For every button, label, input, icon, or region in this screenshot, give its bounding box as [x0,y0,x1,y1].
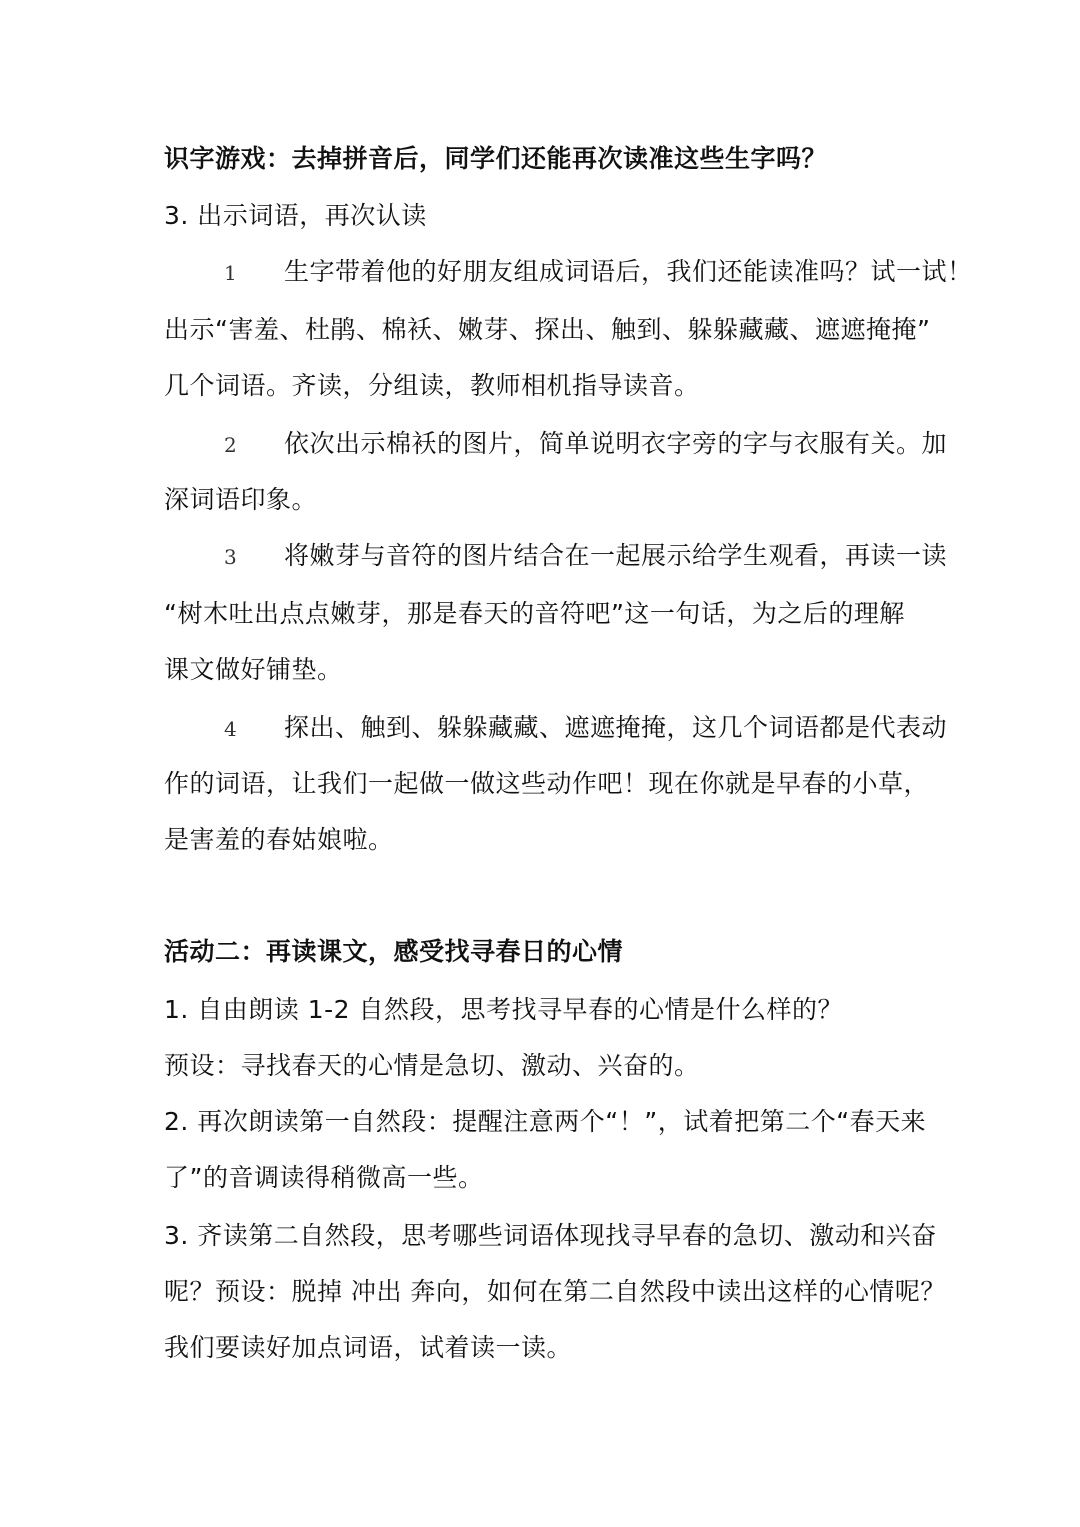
item-4-line-3: 是害羞的春姑娘啦。 [164,825,394,854]
item-3-line-1 [224,539,947,574]
item-3-line-2: “树木吐出点点嫩芽，那是春天的音符吧”这一句话，为之后的理解 [164,599,905,628]
item-1-line-2: 出示“害羞、杜鹃、棉袄、嫩芽、探出、触到、躲躲藏藏、遮遮掩掩” [164,315,931,344]
section2-line-6: 呢？预设：脱掉 冲出 奔向，如何在第二自然段中读出这样的心情呢？ [164,1277,946,1306]
step3-title: 3. 出示词语，再次认读 [164,201,427,230]
item-4-text: 探出、触到、躲躲藏藏、遮遮掩掩，这几个词语都是代表动 [284,713,948,742]
section2-line-4: 了”的音调读得稍微高一些。 [164,1163,484,1192]
item-2-text: 依次出示棉袄的图片，简单说明衣字旁的字与衣服有关。加 [284,429,948,458]
item-4-line-1 [224,711,947,746]
section2-heading: 活动二：再读课文，感受找寻春日的心情 [164,937,624,966]
item-1-number: 1 [224,261,238,285]
item-3-line-3: 课文做好铺垫。 [164,655,343,684]
item-4-number: 4 [224,717,238,741]
section2-line-1: 1. 自由朗读 1-2 自然段，思考找寻早春的心情是什么样的？ [164,995,844,1024]
item-2-line-1 [224,427,947,462]
item-1-line-1 [224,255,973,290]
section2-line-7: 我们要读好加点词语，试着读一读。 [164,1333,573,1362]
section2-line-5: 3. 齐读第二自然段，思考哪些词语体现找寻早春的急切、激动和兴奋 [164,1221,937,1250]
section2-line-2: 预设：寻找春天的心情是急切、激动、兴奋的。 [164,1051,700,1080]
item-4-line-2: 作的词语，让我们一起做一做这些动作吧！现在你就是早春的小草， [164,769,930,798]
item-3-number: 3 [224,545,238,569]
item-3-text: 将嫩芽与音符的图片结合在一起展示给学生观看，再读一读 [284,541,948,570]
item-1-text: 生字带着他的好朋友组成词语后，我们还能读准吗？试一试！ [284,257,973,286]
item-2-number: 2 [224,433,238,457]
section1-heading: 识字游戏：去掉拼音后，同学们还能再次读准这些生字吗？ [164,144,828,173]
item-1-line-3: 几个词语。齐读，分组读，教师相机指导读音。 [164,371,700,400]
section2-line-3: 2. 再次朗读第一自然段：提醒注意两个“！”，试着把第二个“春天来 [164,1107,927,1136]
item-2-line-2: 深词语印象。 [164,485,318,514]
